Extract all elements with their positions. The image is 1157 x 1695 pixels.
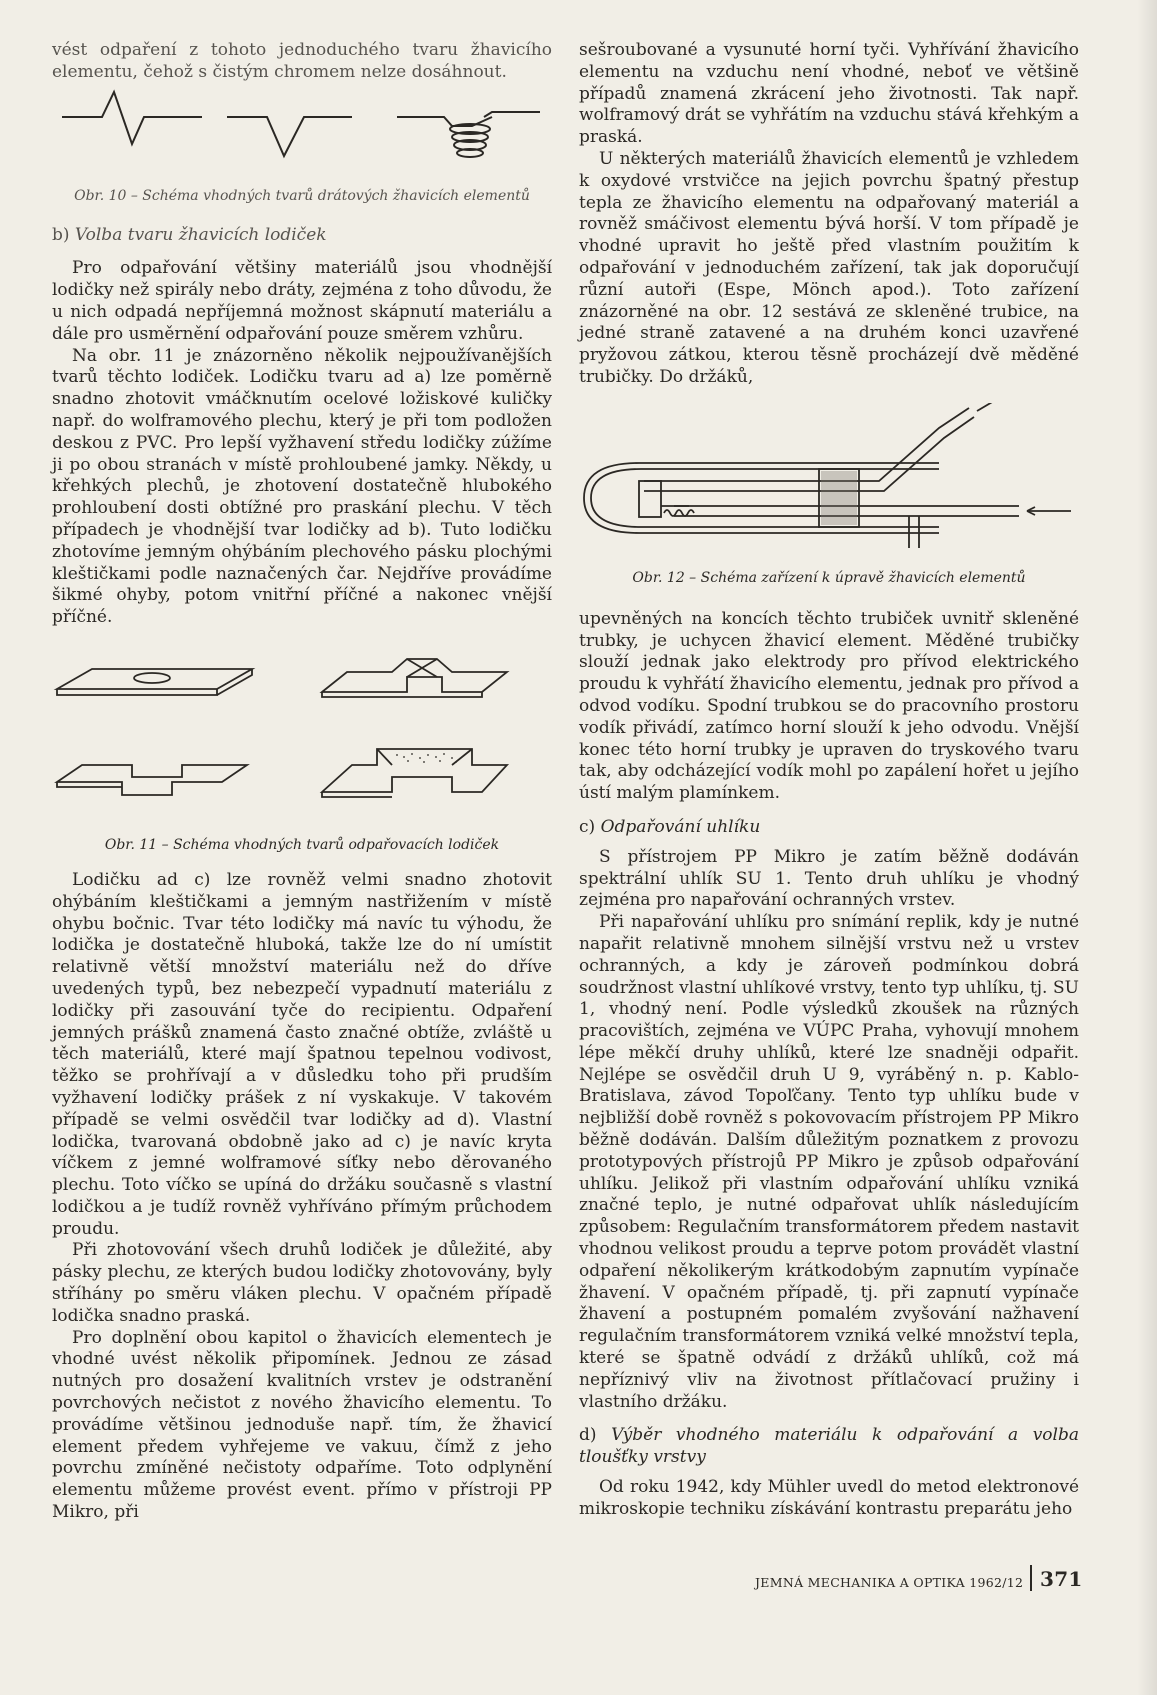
left-paragraph-1: Pro odpařování většiny materiálů jsou vhodnější lodičky než spirály nebo dráty, zejména z toho důvodu, že u nich odpadá nepříjemná možnost skápnutí materiálu a dále pro usměrnění odpařování pouze směrem vzhůru. (52, 258, 552, 344)
right-paragraph-1: sešroubované a vysunuté horní tyči. Vyhřívání žhavicího elementu na vzduchu není vhodné, neboť ve většině případů znamená zkrácení jeho životnosti. Tak např. wolframový drát se vyhřátím na vzduchu stává křehkým a praská. (579, 40, 1079, 148)
left-paragraph-3: Lodičku ad c) lze rovněž velmi snadno zhotovit ohýbáním kleštičkami a jemným nastřižením v místě ohybu bočnic. Tvar této lodičky má navíc tu výhodu, že lodička je dostatečně hluboká, takže lze do ní umístit relativně větší množství materiálu než do dříve uvedených typů, bez nebezpečí vypadnutí materiálu z lodičky při zasouvání tyče do recipientu. Odpaření jemných prášků znamená často značné obtíže, zvláště u těch materiálů, které mají špatnou tepelnou vodivost, těžko se prohřívají a v důsledku toho při prudším vyžhavení lodičky prášek z ní vyskakuje. V takovém případě se velmi osvědčil tvar lodičky ad d). Vlastní lodička, tvarovaná obdobně jako ad c) je navíc kryta víčkem z jemné wolframové síťky nebo děrovaného plechu. Toto víčko se upíná do držáku současně s vlastní lodičkou a je tudíž rovněž vyhříváno přímým průchodem proudu. (52, 869, 552, 1239)
section-c-label: c) (579, 816, 596, 837)
left-paragraph-4: Při zhotovování všech druhů lodiček je důležité, aby pásky plechu, ze kterých budou lodičky zhotovovány, byly stříhány po směru vláken plechu. V opačném případě lodička snadno praská. (52, 1240, 552, 1326)
right-paragraph-2: U některých materiálů žhavicích elementů je vzhledem k oxydové vrstvičce na jejich povrchu špatný přestup tepla ze žhavicího elementu na odpařovaný materiál a rovněž smáčivost elementu bývá horší. V tom případě je vhodné upravit ho ještě před vlastním použitím k odpařování v jednoduchém zařízení, tak jak doporučují různí autoři (Espe, Mönch apod.). Toto zařízení znázorněné na obr. 12 sestává ze skleněné trubice, na jedné straně zatavené a na druhém konci uzavřené pryžovou zátkou, kterou těsně procházejí dvě měděné trubičky. Do držáků, (579, 148, 1079, 387)
section-b-heading (52, 225, 552, 247)
left-column (52, 40, 552, 1524)
page-footer (755, 1565, 1085, 1595)
figure-12-apparatus (579, 403, 1079, 563)
right-paragraph-6: Od roku 1942, kdy Mühler uvedl do metod elektronové mikroskopie techniku získávání kontrastu preparátu jeho (579, 1477, 1079, 1519)
left-paragraph-5: Pro doplnění obou kapitol o žhavicích elementech je vhodné uvést několik připomínek. Jednou ze zásad nutných pro dosažení kvalitních vrstev je odstranění povrchových nečistot z nového žhavicího elementu. To provádíme většinou jednoduše např. tím, že žhavicí element předem vyhřejeme ve vakuu, čímž z jeho povrchu zmíněné nečistoty odpaříme. Toto odplynění elementu můžeme provést event. přímo v přístroji PP Mikro, při (52, 1327, 552, 1523)
figure-12-caption: Obr. 12 – Schéma zařízení k úpravě žhavicích elementů (632, 569, 1026, 586)
figure-10-wire-elements (52, 84, 552, 179)
page-number: 371 (1040, 1567, 1083, 1591)
section-b-label: b) (52, 224, 70, 245)
section-d-label: d) (579, 1425, 597, 1446)
intro-fragment: vést odpaření z tohoto jednoduchého tvaru žhavicího elementu, čehož s čistým chromem nelze dosáhnout. (52, 40, 552, 82)
section-d-title: Výběr vhodného materiálu k odpařování a volba tloušťky vrstvy (579, 1425, 1079, 1468)
page-edge-shadow (1137, 0, 1157, 1695)
journal-name: JEMNÁ MECHANIKA A OPTIKA 1962/12 (755, 1575, 1024, 1590)
right-paragraph-5: Při napařování uhlíku pro snímání replik, kdy je nutné napařit relativně mnohem silnější vrstvu než u vrstev ochranných, a kdy je zároveň podmínkou dobrá soudržnost vlastní uhlíkové vrstvy, tento typ uhlíku, tj. SU 1, vhodný není. Podle výsledků zkoušek na různých pracovištích, zejména ve VÚPC Praha, vyhovují mnohem lépe měkčí druhy uhlíků, které lze snadněji odpařit. Nejlépe se osvědčil druh U 9, vyráběný n. p. Kablo-Bratislava, závod Topoľčany. Tento typ uhlíku bude v nejbližší době rovněž s pokovovacím přístrojem PP Mikro běžně dodáván. Dalším důležitým poznatkem z provozu prototypových přístrojů PP Mikro je způsob odpařování uhlíku. Jelikož při vlastním odpařování uhlíku vzniká značné teplo, je nutné odpařovat uhlík následujícím způsobem: Regulačním transformátorem předem nastavit vhodnou velikost proudu a teprve potom provádět vlastní odpaření několikerým krátkodobým zapnutím vypínače žhavení. V opačném případě, tj. při zapnutí vypínače žhavení a postupném pomalém zvyšování nažhavení regulačním transformátorem vzniká velké množství tepla, které se špatně odvádí z držáků uhlíků, což má nepříznivý vliv na životnost přítlačovací pružiny i vlastního držáku. (579, 912, 1079, 1412)
figure-11-caption: Obr. 11 – Schéma vhodných tvarů odpařovacích lodiček (104, 836, 500, 853)
footer-separator (1030, 1565, 1032, 1591)
section-b-title: Volba tvaru žhavicích lodiček (74, 224, 327, 245)
right-paragraph-3: upevněných na koncích těchto trubiček uvnitř skleněné trubky, je uchycen žhavicí element. Měděné trubičky slouží jednak jako elektrody pro přívod elektrického proudu k vyhřátí žhavicího elementu, jednak pro přívod a odvod vodíku. Spodní trubkou se do pracovního prostoru vodík přivádí, zatímco horní slouží k jeho odvodu. Vnější konec této horní trubky je upraven do tryskového tvaru tak, aby odcházející vodík mohl po zapálení hořet u jejího ústí malým plamínkem. (579, 608, 1079, 804)
left-paragraph-2: Na obr. 11 je znázorněno několik nejpoužívanějších tvarů těchto lodiček. Lodičku tvaru ad a) lze poměrně snadno zhotovit vmáčknutím ocelové ložiskové kuličky např. do wolframového plechu, který je při tom podložen deskou z PVC. Pro lepší vyžhavení středu lodičky zúžíme ji po obou stranách v místě prohloubené jamky. Někdy, u křehkých plechů, je zhotovení dostatečně hlubokého prohloubení dosti obtížné pro praskání plechu. V těch případech je vhodnější tvar lodičky ad b). Tuto lodičku zhotovíme jemným ohýbáním plechového pásku plochými kleštičkami podle naznačených čar. Nejdříve provádíme šikmé ohyby, potom vnitřní příčné a nakonec vnější příčné. (52, 345, 552, 628)
figure-11-boat-shapes (52, 647, 552, 832)
right-column (579, 40, 1079, 1521)
right-paragraph-4: S přístrojem PP Mikro je zatím běžně dodáván spektrální uhlík SU 1. Tento druh uhlíku je vhodný zejména pro napařování ochranných vrstev. (579, 846, 1079, 911)
section-c-heading (579, 817, 1079, 839)
section-c-title: Odpařování uhlíku (600, 816, 761, 837)
section-d-heading (579, 1425, 1079, 1469)
figure-10-caption: Obr. 10 – Schéma vhodných tvarů drátových žhavicích elementů (74, 187, 530, 204)
